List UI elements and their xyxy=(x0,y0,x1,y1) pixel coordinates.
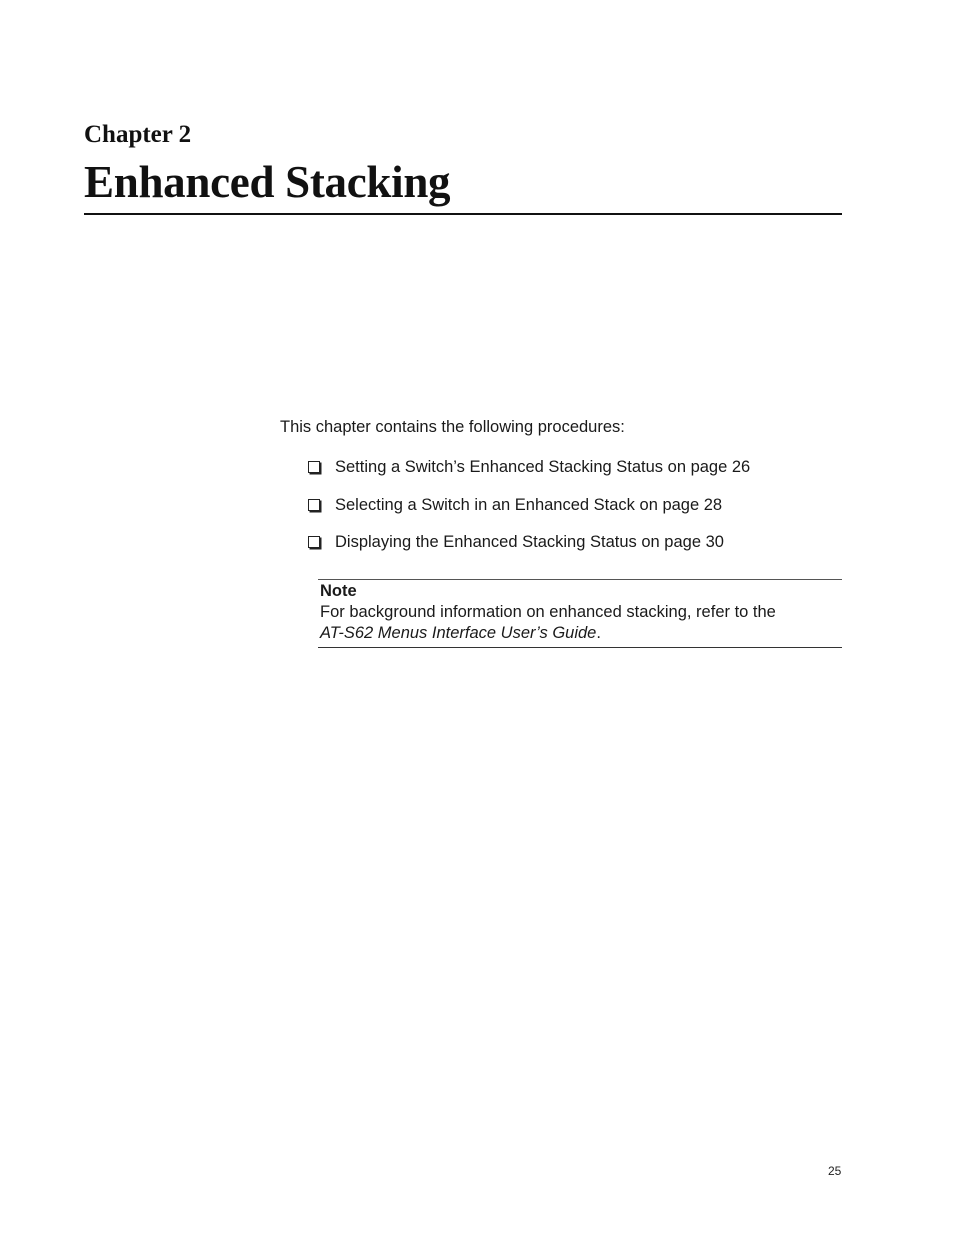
list-item xyxy=(308,531,750,553)
page-number: 25 xyxy=(828,1164,842,1178)
procedure-link[interactable]: Setting a Switch’s Enhanced Stacking Status on page 26 xyxy=(335,458,751,476)
list-item xyxy=(308,494,750,516)
chapter-title: Enhanced Stacking xyxy=(84,157,451,207)
note-body xyxy=(320,602,840,644)
list-item xyxy=(308,456,750,478)
note-body-suffix: . xyxy=(596,624,601,642)
note-box xyxy=(318,579,842,648)
checkbox-icon xyxy=(308,536,320,548)
note-heading: Note xyxy=(320,582,357,600)
procedure-link[interactable]: Selecting a Switch in an Enhanced Stack on page 28 xyxy=(335,495,723,514)
title-rule xyxy=(84,213,842,215)
checkbox-icon xyxy=(308,461,320,473)
checkbox-icon xyxy=(308,499,320,511)
chapter-label: Chapter 2 xyxy=(84,121,192,148)
procedure-list xyxy=(308,456,750,569)
intro-text: This chapter contains the following procedures: xyxy=(280,418,625,436)
note-body-text: For background information on enhanced stacking, refer to the xyxy=(320,603,776,621)
guide-title: AT-S62 Menus Interface User’s Guide xyxy=(320,624,597,642)
procedure-link[interactable]: Displaying the Enhanced Stacking Status on page 30 xyxy=(335,533,724,551)
